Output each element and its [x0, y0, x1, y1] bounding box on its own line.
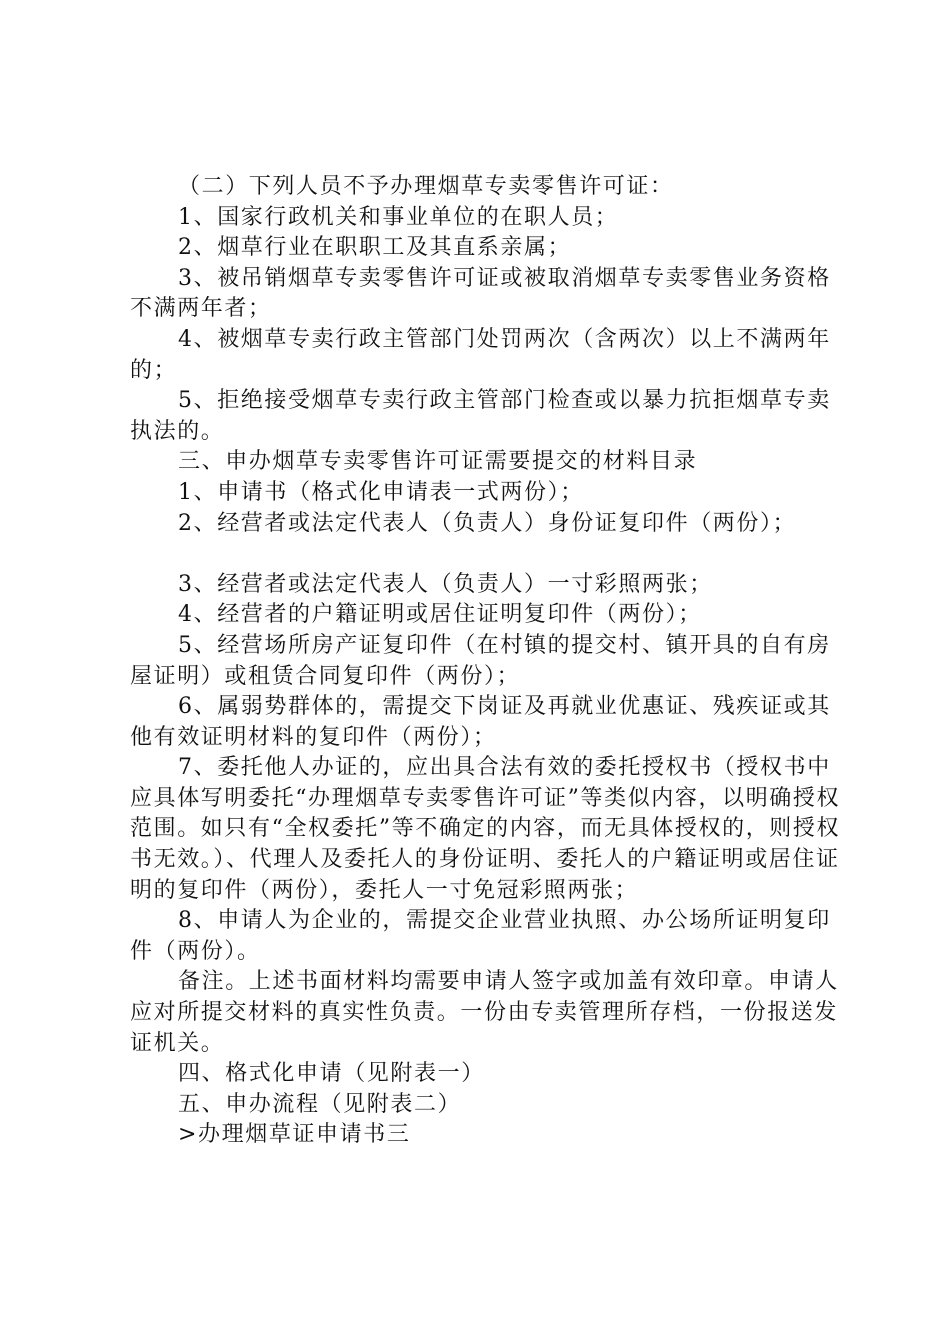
list-item: 2、烟草行业在职职工及其直系亲属； — [178, 235, 572, 261]
list-item: 8、申请人为企业的，需提交企业营业执照、办公场所证明复印件（两份）。 — [130, 908, 831, 964]
list-item: 4、经营者的户籍证明或居住证明复印件（两份）； — [178, 602, 702, 628]
section-heading-ineligible: （二）下列人员不予办理烟草专卖零售许可证： — [178, 174, 674, 199]
document-body — [130, 172, 842, 1151]
section-heading-application-form: 四、格式化申请（见附表一） — [178, 1061, 485, 1087]
list-item: 4、被烟草专卖行政主管部门处罚两次（含两次）以上不满两年的； — [130, 326, 831, 383]
list-item: 5、经营场所房产证复印件（在村镇的提交村、镇开具的自有房屋证明）或租赁合同复印件（两份）； — [130, 632, 831, 689]
list-item: 1、国家行政机关和事业单位的在职人员； — [178, 204, 619, 230]
list-item: 1、申请书（格式化申请表一式两份）； — [178, 479, 584, 505]
list-item: 2、经营者或法定代表人（负责人）身份证复印件（两份）； — [178, 510, 797, 536]
section-heading-procedure: 五、申办流程（见附表二） — [178, 1091, 462, 1117]
list-item: 5、拒绝接受烟草专卖行政主管部门检查或以暴力抗拒烟草专卖执法的。 — [130, 388, 831, 444]
list-item: 6、属弱势群体的，需提交下岗证及再就业优惠证、残疾证或其他有效证明材料的复印件（两份）； — [130, 694, 831, 750]
blank-line — [130, 539, 842, 570]
list-item: 3、经营者或法定代表人（负责人）一寸彩照两张； — [178, 571, 713, 597]
list-item: 3、被吊销烟草专卖零售许可证或被取消烟草专卖零售业务资格不满两年者； — [130, 265, 831, 322]
section-heading-materials: 三、申办烟草专卖零售许可证需要提交的材料目录 — [178, 449, 698, 475]
list-item: 7、委托他人办证的，应出具合法有效的委托授权书（授权书中应具体写明委托“办理烟草专卖零售许可证”等类似内容，以明确授权范围。如只有“全权委托”等不确定的内容，而无具体授权的，则授权书无效。）、代理人及委托人的身份证明、委托人的户籍证明或居住证明的复印件（两份），委托人一寸免冠彩照两张； — [130, 755, 841, 903]
document-title-footer: >办理烟草证申请书三 — [178, 1122, 411, 1148]
remarks-paragraph: 备注。上述书面材料均需要申请人签字或加盖有效印章。申请人应对所提交材料的真实性负责。一份由专卖管理所存档，一份报送发证机关。 — [130, 969, 839, 1056]
